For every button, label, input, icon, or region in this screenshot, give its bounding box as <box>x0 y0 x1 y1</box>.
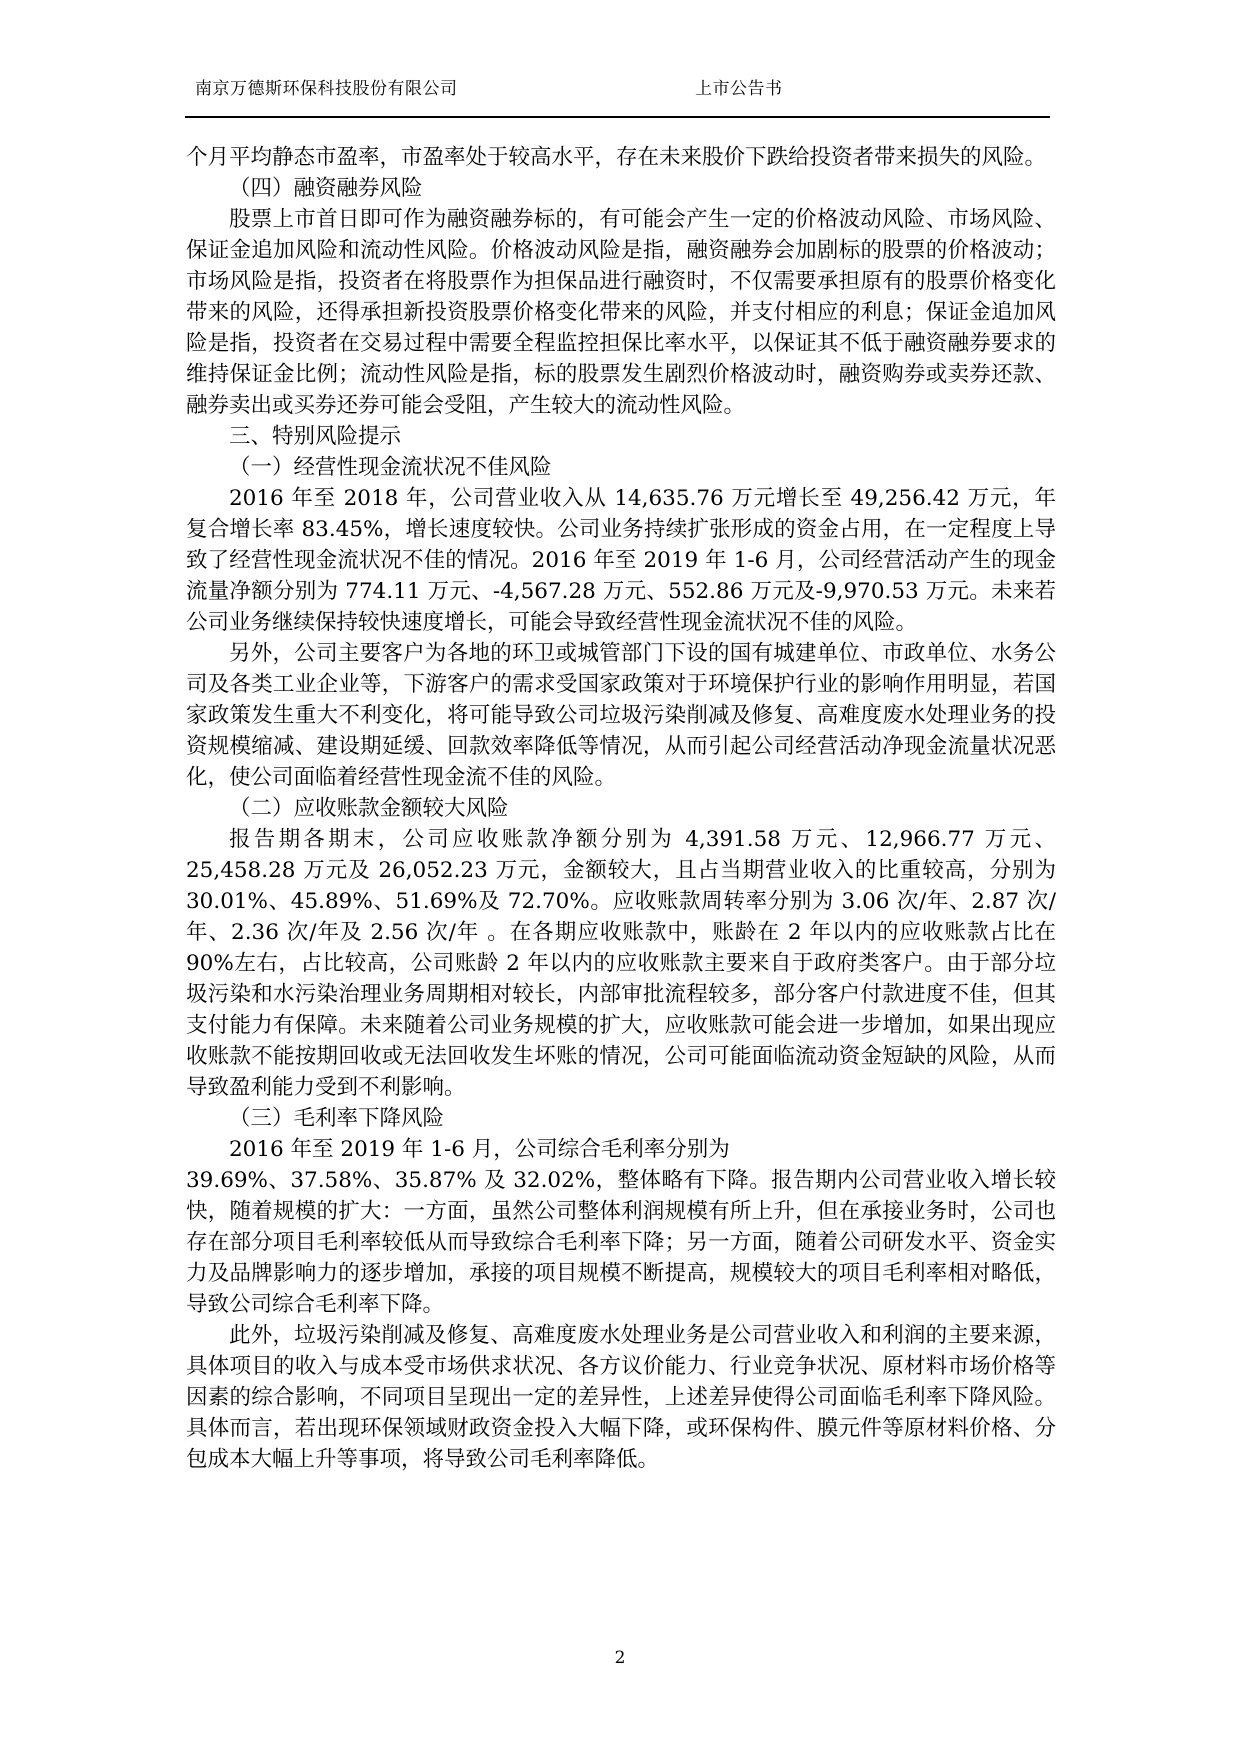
paragraph-pe-risk-continued: 个月平均静态市盈率，市盈率处于较高水平，存在未来股价下跌给投资者带来损失的风险。 <box>186 145 1047 170</box>
paragraph-gross-margin-1b: 39.69%、37.58%、35.87% 及 32.02%，整体略有下降。报告期内公司营业收入增长较快，随着规模的扩大：一方面，虽然公司整体利润规模有所上升，但在承接业务时，公司也存在部分项目毛利率较低从而导致综合毛利率下降；另一方面，随着公司研发水平、资金实力及品牌影响力的逐步增加，承接的项目规模不断提高，规模较大的项目毛利率相对略低，导致公司综合毛利率下降。 <box>186 1168 1056 1317</box>
header-company-name: 南京万德斯环保科技股份有限公司 <box>195 79 458 99</box>
paragraph-cashflow-2: 另外，公司主要客户为各地的环卫或城管部门下设的国有城建单位、市政单位、水务公司及各类工业企业等，下游客户的需求受国家政策对于环境保护行业的影响作用明显，若国家政策发生重大不利变化，将可能导致公司垃圾污染削减及修复、高难度废水处理业务的投资规模缩减、建设期延缓、回款效率降低等情况，从而引起公司经营活动净现金流量状况恶化，使公司面临着经营性现金流不佳的风险。 <box>186 641 1056 790</box>
section-heading-gross-margin-risk: （三）毛利率下降风险 <box>229 1106 445 1131</box>
document-body <box>186 142 1056 1475</box>
page-header <box>185 68 1050 118</box>
section-heading-margin-trading: （四）融资融券风险 <box>229 176 423 201</box>
paragraph-cashflow-1: 2016 年至 2018 年，公司营业收入从 14,635.76 万元增长至 49,256.42 万元，年复合增长率 83.45%，增长速度较快。公司业务持续扩张形成的资金占用，在一定程度上导致了经营性现金流状况不佳的情况。2016 年至 2019 年 1-6 月，公司经营活动产生的现金流量净额分别为 774.11 万元、-4,567.28 万元、552.86 万元及-9,970.53 万元。未来若公司业务继续保持较快速度增长，可能会导致经营性现金流状况不佳的风险。 <box>186 486 1056 635</box>
header-document-type: 上市公告书 <box>695 79 783 99</box>
paragraph-receivable: 报告期各期末，公司应收账款净额分别为 4,391.58 万元、12,966.77 万元、25,458.28 万元及 26,052.23 万元，金额较大，且占当期营业收入的比重较高，分别为 30.01%、45.89%、51.69%及 72.70%。应收账款周转率分别为 3.06 次/年、2.87 次/年、2.36 次/年及 2.56 次/年 。在各期应收账款中，账龄在 2 年以内的应收账款占比在 90%左右，占比较高，公司账龄 2 年以内的应收账款主要来自于政府类客户。由于部分垃圾污染和水污染治理业务周期相对较长，内部审批流程较多，部分客户付款进度不佳，但其支付能力有保障。未来随着公司业务规模的扩大，应收账款可能会进一步增加，如果出现应收账款不能按期回收或无法回收发生坏账的情况，公司可能面临流动资金短缺的风险，从而导致盈利能力受到不利影响。 <box>186 827 1056 1100</box>
paragraph-gross-margin-1a: 2016 年至 2019 年 1-6 月，公司综合毛利率分别为 <box>229 1137 730 1162</box>
paragraph-gross-margin-2: 此外，垃圾污染削减及修复、高难度废水处理业务是公司营业收入和利润的主要来源，具体项目的收入与成本受市场供求状况、各方议价能力、行业竞争状况、原材料市场价格等因素的综合影响，不同项目呈现出一定的差异性，上述差异使得公司面临毛利率下降风险。具体而言，若出现环保领域财政资金投入大幅下降，或环保构件、膜元件等原材料价格、分包成本大幅上升等事项，将导致公司毛利率降低。 <box>186 1323 1056 1472</box>
section-heading-receivable-risk: （二）应收账款金额较大风险 <box>229 796 509 821</box>
section-heading-special-risks: 三、特别风险提示 <box>229 424 402 449</box>
paragraph-margin-trading: 股票上市首日即可作为融资融券标的，有可能会产生一定的价格波动风险、市场风险、保证金追加风险和流动性风险。价格波动风险是指，融资融券会加剧标的股票的价格波动；市场风险是指，投资者在将股票作为担保品进行融资时，不仅需要承担原有的股票价格变化带来的风险，还得承担新投资股票价格变化带来的风险，并支付相应的利息；保证金追加风险是指，投资者在交易过程中需要全程监控担保比率水平，以保证其不低于融资融券要求的维持保证金比例；流动性风险是指，标的股票发生剧烈价格波动时，融资购券或卖券还款、融券卖出或买券还券可能会受阻，产生较大的流动性风险。 <box>186 207 1056 418</box>
section-heading-cashflow-risk: （一）经营性现金流状况不佳风险 <box>229 455 552 480</box>
page-number: 2 <box>614 1648 626 1668</box>
